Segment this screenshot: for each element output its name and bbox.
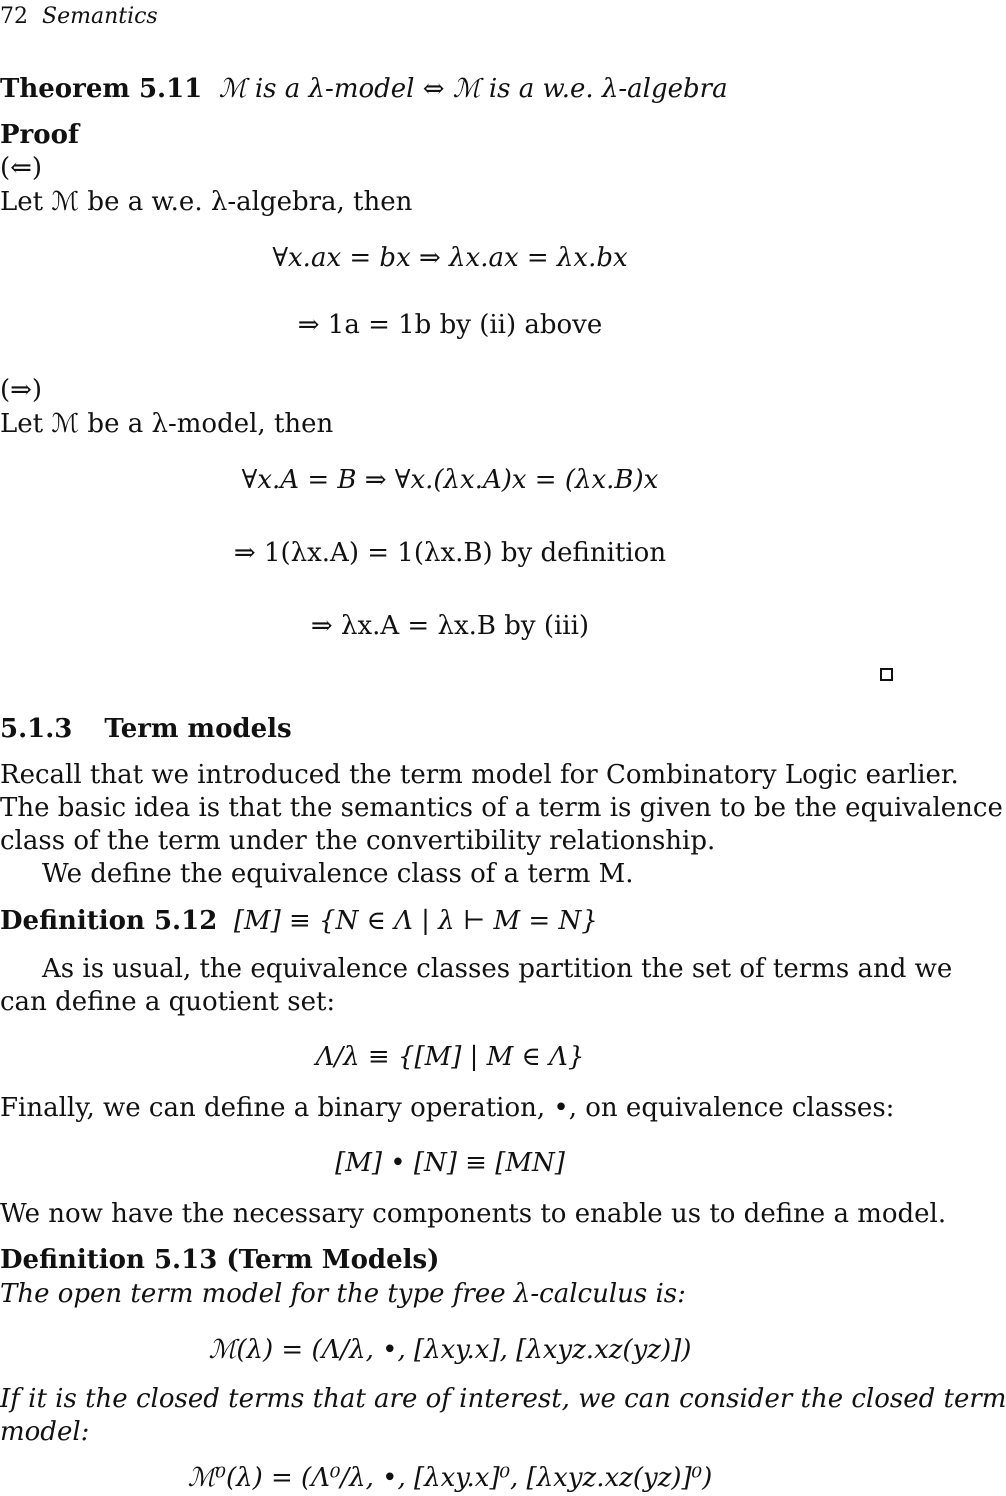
definition-5-12-label: Definition 5.12 [0,906,218,936]
proof-heading: Proof [0,120,80,150]
proof-case2-equation-1: ∀x.A = B ⇒ ∀x.(λx.A)x = (λx.B)x [241,465,659,495]
proof-case1-marker: (⇐) [0,153,43,183]
definition-5-12 [0,905,598,938]
quotient-set-formula: Λ/λ ≡ {[M] | M ∈ Λ} [315,1042,585,1072]
running-head [0,0,158,33]
definition-5-13-intro: The open term model for the type free λ-calculus is: [0,1279,686,1309]
binary-operation-intro: Finally, we can define a binary operation, •, on equivalence classes: [0,1093,895,1123]
section-paragraph-line-1: Recall that we introduced the term model for Combinatory Logic earlier. [0,760,959,790]
theorem [0,73,728,106]
page-number: 72 [0,4,28,29]
section-heading [0,713,292,746]
section-paragraph-line-3: class of the term under the convertibility relationship. [0,826,716,856]
closed-term-intro-line-2: model: [0,1417,90,1447]
section-number: 5.1.3 [0,714,73,744]
model-components-sentence: We now have the necessary components to enable us to define a model. [0,1199,947,1229]
proof-case2-intro: Let ℳ be a λ-model, then [0,409,334,439]
quotient-paragraph-line-1: As is usual, the equivalence classes partition the set of terms and we [42,954,953,984]
definition-5-13-label: Definition 5.13 (Term Models) [0,1245,440,1275]
proof-case2-marker: (⇒) [0,375,43,405]
quotient-paragraph-line-2: can define a quotient set: [0,987,336,1017]
proof-case1-intro: Let ℳ be a w.e. λ-algebra, then [0,187,413,217]
qed-box-icon [880,668,893,681]
binary-operation-formula: [M] • [N] ≡ [MN] [335,1148,565,1178]
proof-case1-equation-1: ∀x.ax = bx ⇒ λx.ax = λx.bx [272,243,628,273]
open-term-model-formula: ℳ(λ) = (Λ/λ, •, [λxy.x], [λxyz.xz(yz)]) [208,1335,692,1365]
running-head-title: Semantics [42,4,158,29]
proof-case1-equation-2: ⇒ 1a = 1b by (ii) above [297,310,603,340]
theorem-statement: ℳ is a λ-model ⇔ ℳ is a w.e. λ-algebra [218,74,728,104]
section-paragraph-2: We define the equivalence class of a term M. [42,859,634,889]
theorem-label: Theorem 5.11 [0,74,203,104]
proof-case2-equation-2: ⇒ 1(λx.A) = 1(λx.B) by definition [233,538,667,568]
closed-term-intro-line-1: If it is the closed terms that are of interest, we can consider the closed term [0,1384,1006,1414]
closed-term-model-formula: ℳ⁰(λ) = (Λ⁰/λ, •, [λxy.x]⁰, [λxyz.xz(yz)]⁰) [187,1463,713,1493]
definition-5-12-body: [M] ≡ {N ∈ Λ | λ ⊢ M = N} [233,906,598,936]
section-title: Term models [104,714,292,744]
section-paragraph-line-2: The basic idea is that the semantics of a term is given to be the equivalence [0,793,1003,823]
proof-case2-equation-3: ⇒ λx.A = λx.B by (iii) [310,611,590,641]
